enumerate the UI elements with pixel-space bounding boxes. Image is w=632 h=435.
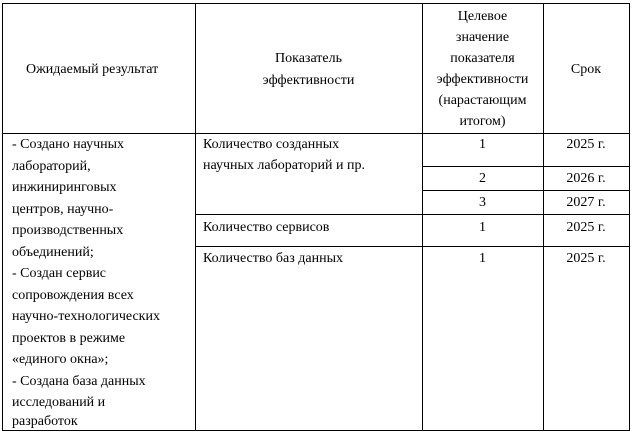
header-target-line-2: значение [455, 30, 510, 45]
header-expected-result: Ожидаемый результат [26, 62, 159, 77]
result-line: сопровождения всех [12, 288, 134, 303]
indicator-name: научных лабораторий и пр. [203, 158, 366, 173]
table-border-right [629, 3, 630, 431]
header-target-line-4: эффективности [436, 72, 529, 87]
result-line: «единого окна»; [12, 352, 109, 367]
header-target-line-1: Целевое [457, 9, 508, 24]
table-border-left [2, 3, 3, 431]
result-line: инжиниринговых [12, 180, 117, 195]
header-target-line-3: показателя [450, 51, 515, 66]
indicator-name: Количество сервисов [203, 220, 330, 235]
result-line: центров, научно- [12, 202, 114, 217]
table-border-bottom [2, 430, 630, 431]
result-line: - Создано научных [12, 137, 125, 152]
indicator-name: Количество баз данных [203, 251, 343, 266]
target-value: 1 [479, 220, 486, 235]
deadline-value: 2025 г. [566, 251, 606, 266]
deadline-value: 2025 г. [566, 220, 606, 235]
header-target-line-5: (нарастающим [438, 93, 527, 108]
header-indicator-line-2: эффективности [262, 73, 355, 88]
header-deadline: Срок [570, 62, 602, 77]
result-line: объединений; [12, 245, 94, 260]
result-line: научно-технологических [12, 309, 160, 324]
row-divider [195, 214, 630, 215]
indicator-name: Количество созданных [203, 137, 340, 152]
target-value: 1 [479, 251, 486, 266]
deadline-value: 2025 г. [566, 137, 606, 152]
header-indicator-line-1: Показатель [275, 51, 342, 66]
deadline-value: 2027 г. [566, 195, 606, 210]
result-line: - Создана база данных [12, 374, 146, 389]
deadline-value: 2026 г. [566, 171, 606, 186]
row-divider [195, 246, 630, 247]
row-divider [422, 190, 630, 191]
table-border-top [2, 3, 630, 4]
result-line: проектов в режиме [12, 331, 126, 346]
target-value: 1 [479, 137, 486, 152]
result-line: исследований и [12, 395, 106, 410]
target-value: 2 [479, 171, 486, 186]
target-value: 3 [479, 195, 486, 210]
result-line: - Создан сервис [12, 266, 107, 281]
result-line: разработок [12, 414, 78, 429]
row-divider [422, 166, 630, 167]
header-target-line-6: итогом) [459, 114, 506, 129]
result-line: лабораторий, [12, 159, 91, 174]
result-line: производственных [12, 223, 124, 238]
